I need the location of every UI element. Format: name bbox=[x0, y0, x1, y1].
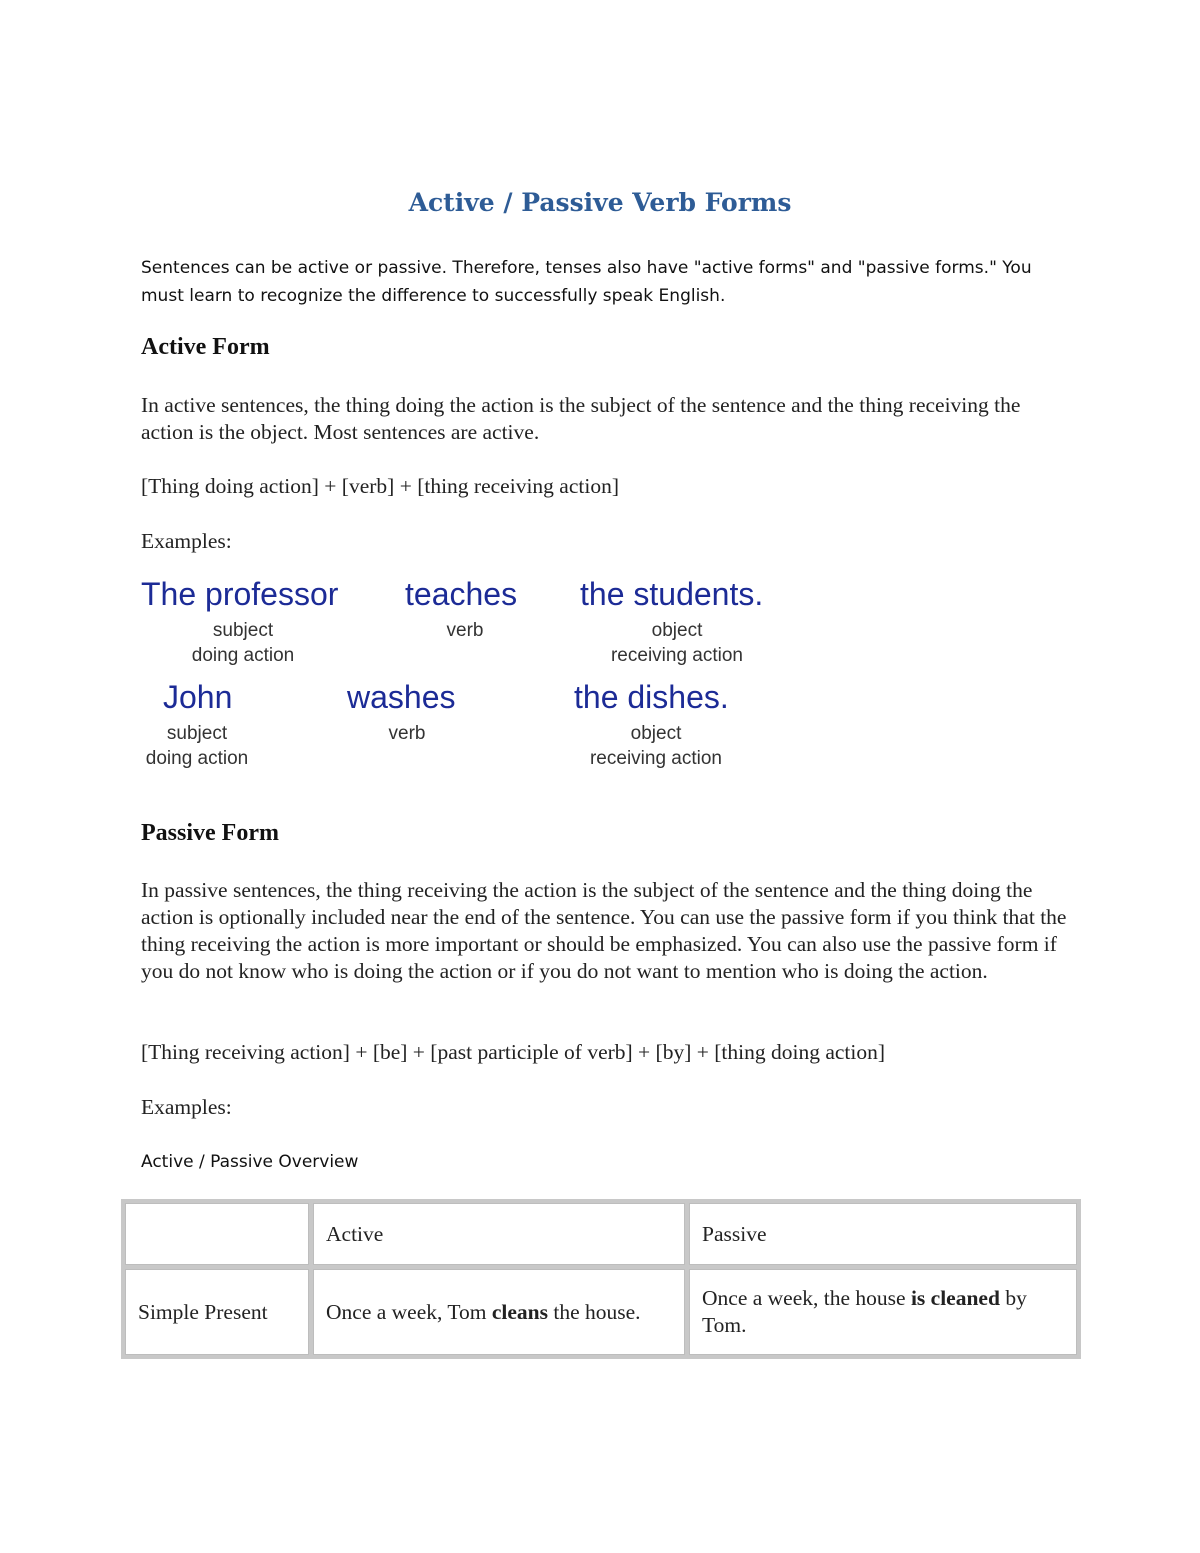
example2-verb: washes bbox=[347, 679, 456, 715]
example2-object: the dishes. bbox=[574, 679, 729, 715]
passive-examples-label: Examples: bbox=[141, 1095, 232, 1119]
overview-caption: Active / Passive Overview bbox=[141, 1152, 359, 1172]
table-header-cell-empty bbox=[125, 1203, 309, 1265]
table-cell-passive-example bbox=[689, 1269, 1077, 1355]
active-form-heading: Active Form bbox=[141, 334, 270, 360]
active-example-verb: cleans bbox=[491, 1299, 548, 1324]
example1-object-label bbox=[587, 618, 767, 668]
intro-paragraph: Sentences can be active or passive. Therefore, tenses also have "active forms" and "passive forms." You must learn to recognize the difference to successfully speak English. bbox=[141, 258, 1032, 306]
table-cell-tense: Simple Present bbox=[125, 1269, 309, 1355]
active-form-paragraph: In active sentences, the thing doing the action is the subject of the sentence and the thing receiving the action is the object. Most sentences are active. bbox=[141, 393, 1021, 444]
example1-object-label-2: receiving action bbox=[610, 645, 744, 666]
example2-subject-label bbox=[127, 721, 267, 771]
passive-form-paragraph: In passive sentences, the thing receiving the action is the subject of the sentence and the thing doing the action is optionally included near the end of the sentence. You can use the passive form if you think that the thing receiving the action is more important or should be emphasized. You can also use the passive form if you do not know who is doing the action or if you do not want to mention who is doing the action. bbox=[141, 878, 1067, 983]
passive-formula: [Thing receiving action] + [be] + [past participle of verb] + [by] + [thing doing action] bbox=[141, 1040, 886, 1064]
example2-subject-label-2: doing action bbox=[145, 748, 249, 769]
passive-example-verb: is cleaned bbox=[910, 1286, 1000, 1310]
example2-subject: John bbox=[163, 679, 233, 715]
passive-example-pre: Once a week, the house bbox=[702, 1286, 911, 1310]
table-header-row bbox=[125, 1203, 1077, 1265]
example1-verb-label: verb bbox=[446, 620, 484, 641]
active-examples-label: Examples: bbox=[141, 529, 232, 553]
table-row bbox=[125, 1269, 1077, 1355]
table-cell-active-example bbox=[313, 1269, 685, 1355]
table-header-passive: Passive bbox=[689, 1203, 1077, 1265]
example2-verb-label: verb bbox=[388, 723, 426, 744]
example1-verb: teaches bbox=[405, 576, 518, 612]
active-example-post: the house. bbox=[548, 1299, 641, 1324]
example1-subject-label-2: doing action bbox=[191, 645, 295, 666]
example1-object-label-1: object bbox=[651, 620, 703, 641]
example1-subject-label-1: subject bbox=[212, 620, 274, 641]
overview-table bbox=[121, 1199, 1081, 1359]
passive-form-heading: Passive Form bbox=[141, 820, 279, 846]
example2-object-label-2: receiving action bbox=[589, 748, 723, 769]
example2-subject-label-1: subject bbox=[166, 723, 228, 744]
page-title: Active / Passive Verb Forms bbox=[408, 188, 792, 217]
table-header-active: Active bbox=[313, 1203, 685, 1265]
active-example-pre: Once a week, Tom bbox=[326, 1299, 492, 1324]
active-formula: [Thing doing action] + [verb] + [thing receiving action] bbox=[141, 474, 619, 498]
example1-subject-label bbox=[143, 618, 343, 668]
example1-object: the students. bbox=[580, 576, 764, 612]
passive-example-post: by Tom. bbox=[702, 1286, 1027, 1337]
example1-subject: The professor bbox=[141, 576, 339, 612]
example2-object-label-1: object bbox=[630, 723, 682, 744]
example2-object-label bbox=[566, 721, 746, 771]
